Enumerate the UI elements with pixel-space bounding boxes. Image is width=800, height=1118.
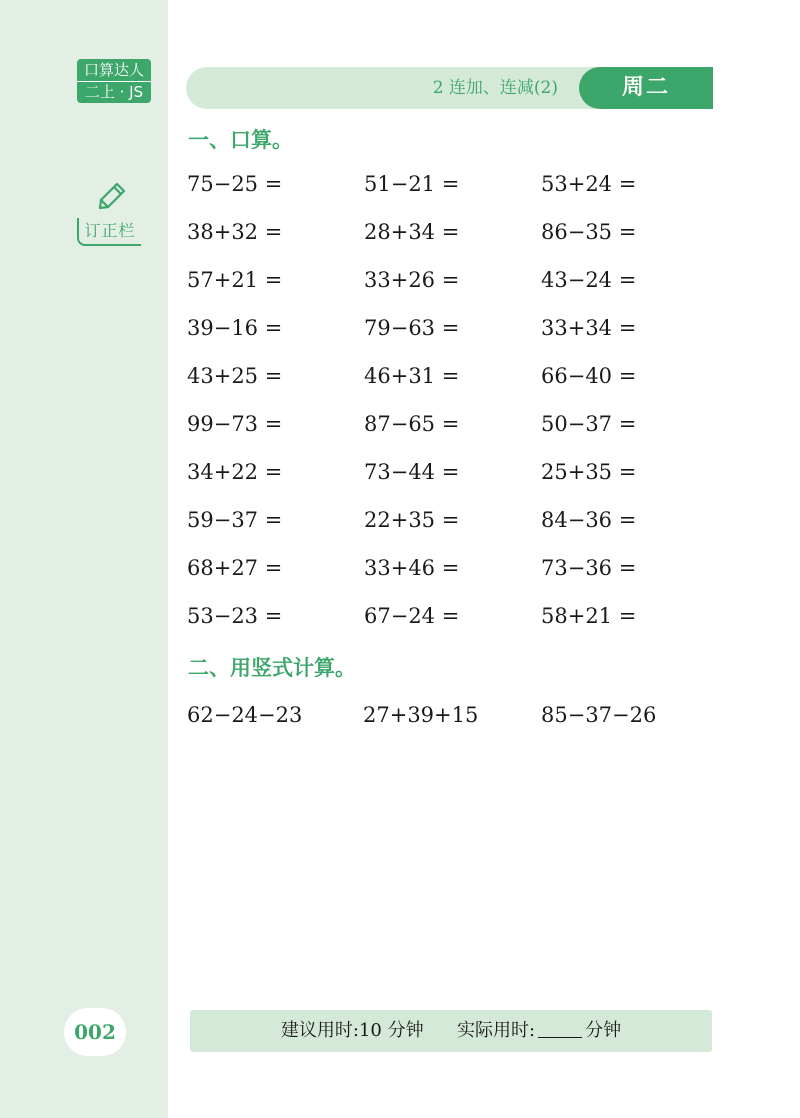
actual-time-label: 实际用时: <box>457 1020 536 1041</box>
problem: 46+31 = <box>364 364 460 388</box>
problem: 67−24 = <box>364 604 460 628</box>
vertical-problem: 62−24−23 <box>187 703 303 727</box>
time-footer-text <box>190 1010 712 1052</box>
badge-grade: 二上 · JS <box>77 81 151 103</box>
book-badge <box>77 59 151 103</box>
time-footer <box>190 1010 712 1052</box>
problem: 51−21 = <box>364 172 460 196</box>
problem: 22+35 = <box>364 508 460 532</box>
problem: 33+34 = <box>541 316 637 340</box>
problem: 53+24 = <box>541 172 637 196</box>
problem: 50−37 = <box>541 412 637 436</box>
actual-time-blank[interactable] <box>538 1019 582 1038</box>
section-title-vertical: 二、用竖式计算。 <box>188 655 356 680</box>
problem: 59−37 = <box>187 508 283 532</box>
problem: 73−36 = <box>541 556 637 580</box>
problem: 75−25 = <box>187 172 283 196</box>
problem: 33+46 = <box>364 556 460 580</box>
problem: 38+32 = <box>187 220 283 244</box>
problem: 66−40 = <box>541 364 637 388</box>
problem: 58+21 = <box>541 604 637 628</box>
problem: 79−63 = <box>364 316 460 340</box>
vertical-problem: 27+39+15 <box>363 703 479 727</box>
problem: 73−44 = <box>364 460 460 484</box>
problem: 87−65 = <box>364 412 460 436</box>
problem: 86−35 = <box>541 220 637 244</box>
page-number: 002 <box>64 1008 126 1056</box>
side-strip <box>0 0 168 1118</box>
actual-time-unit: 分钟 <box>585 1020 622 1041</box>
lesson-title: 2 连加、连减(2) <box>432 78 558 98</box>
problem: 28+34 = <box>364 220 460 244</box>
lesson-header-bar <box>186 67 606 109</box>
correction-column-label: 订正栏 <box>77 218 141 246</box>
problem: 57+21 = <box>187 268 283 292</box>
badge-title: 口算达人 <box>83 61 144 79</box>
problem: 33+26 = <box>364 268 460 292</box>
suggested-time: 建议用时:10 分钟 <box>280 1020 424 1041</box>
problem: 53−23 = <box>187 604 283 628</box>
problem: 39−16 = <box>187 316 283 340</box>
problem: 34+22 = <box>187 460 283 484</box>
problem: 68+27 = <box>187 556 283 580</box>
problem: 43−24 = <box>541 268 637 292</box>
section-title-oral: 一、口算。 <box>188 127 293 152</box>
problem: 84−36 = <box>541 508 637 532</box>
problem: 43+25 = <box>187 364 283 388</box>
vertical-problem: 85−37−26 <box>541 703 657 727</box>
problem: 99−73 = <box>187 412 283 436</box>
pencil-icon <box>96 180 128 212</box>
problem: 25+35 = <box>541 460 637 484</box>
day-tab: 周二 <box>579 67 713 109</box>
